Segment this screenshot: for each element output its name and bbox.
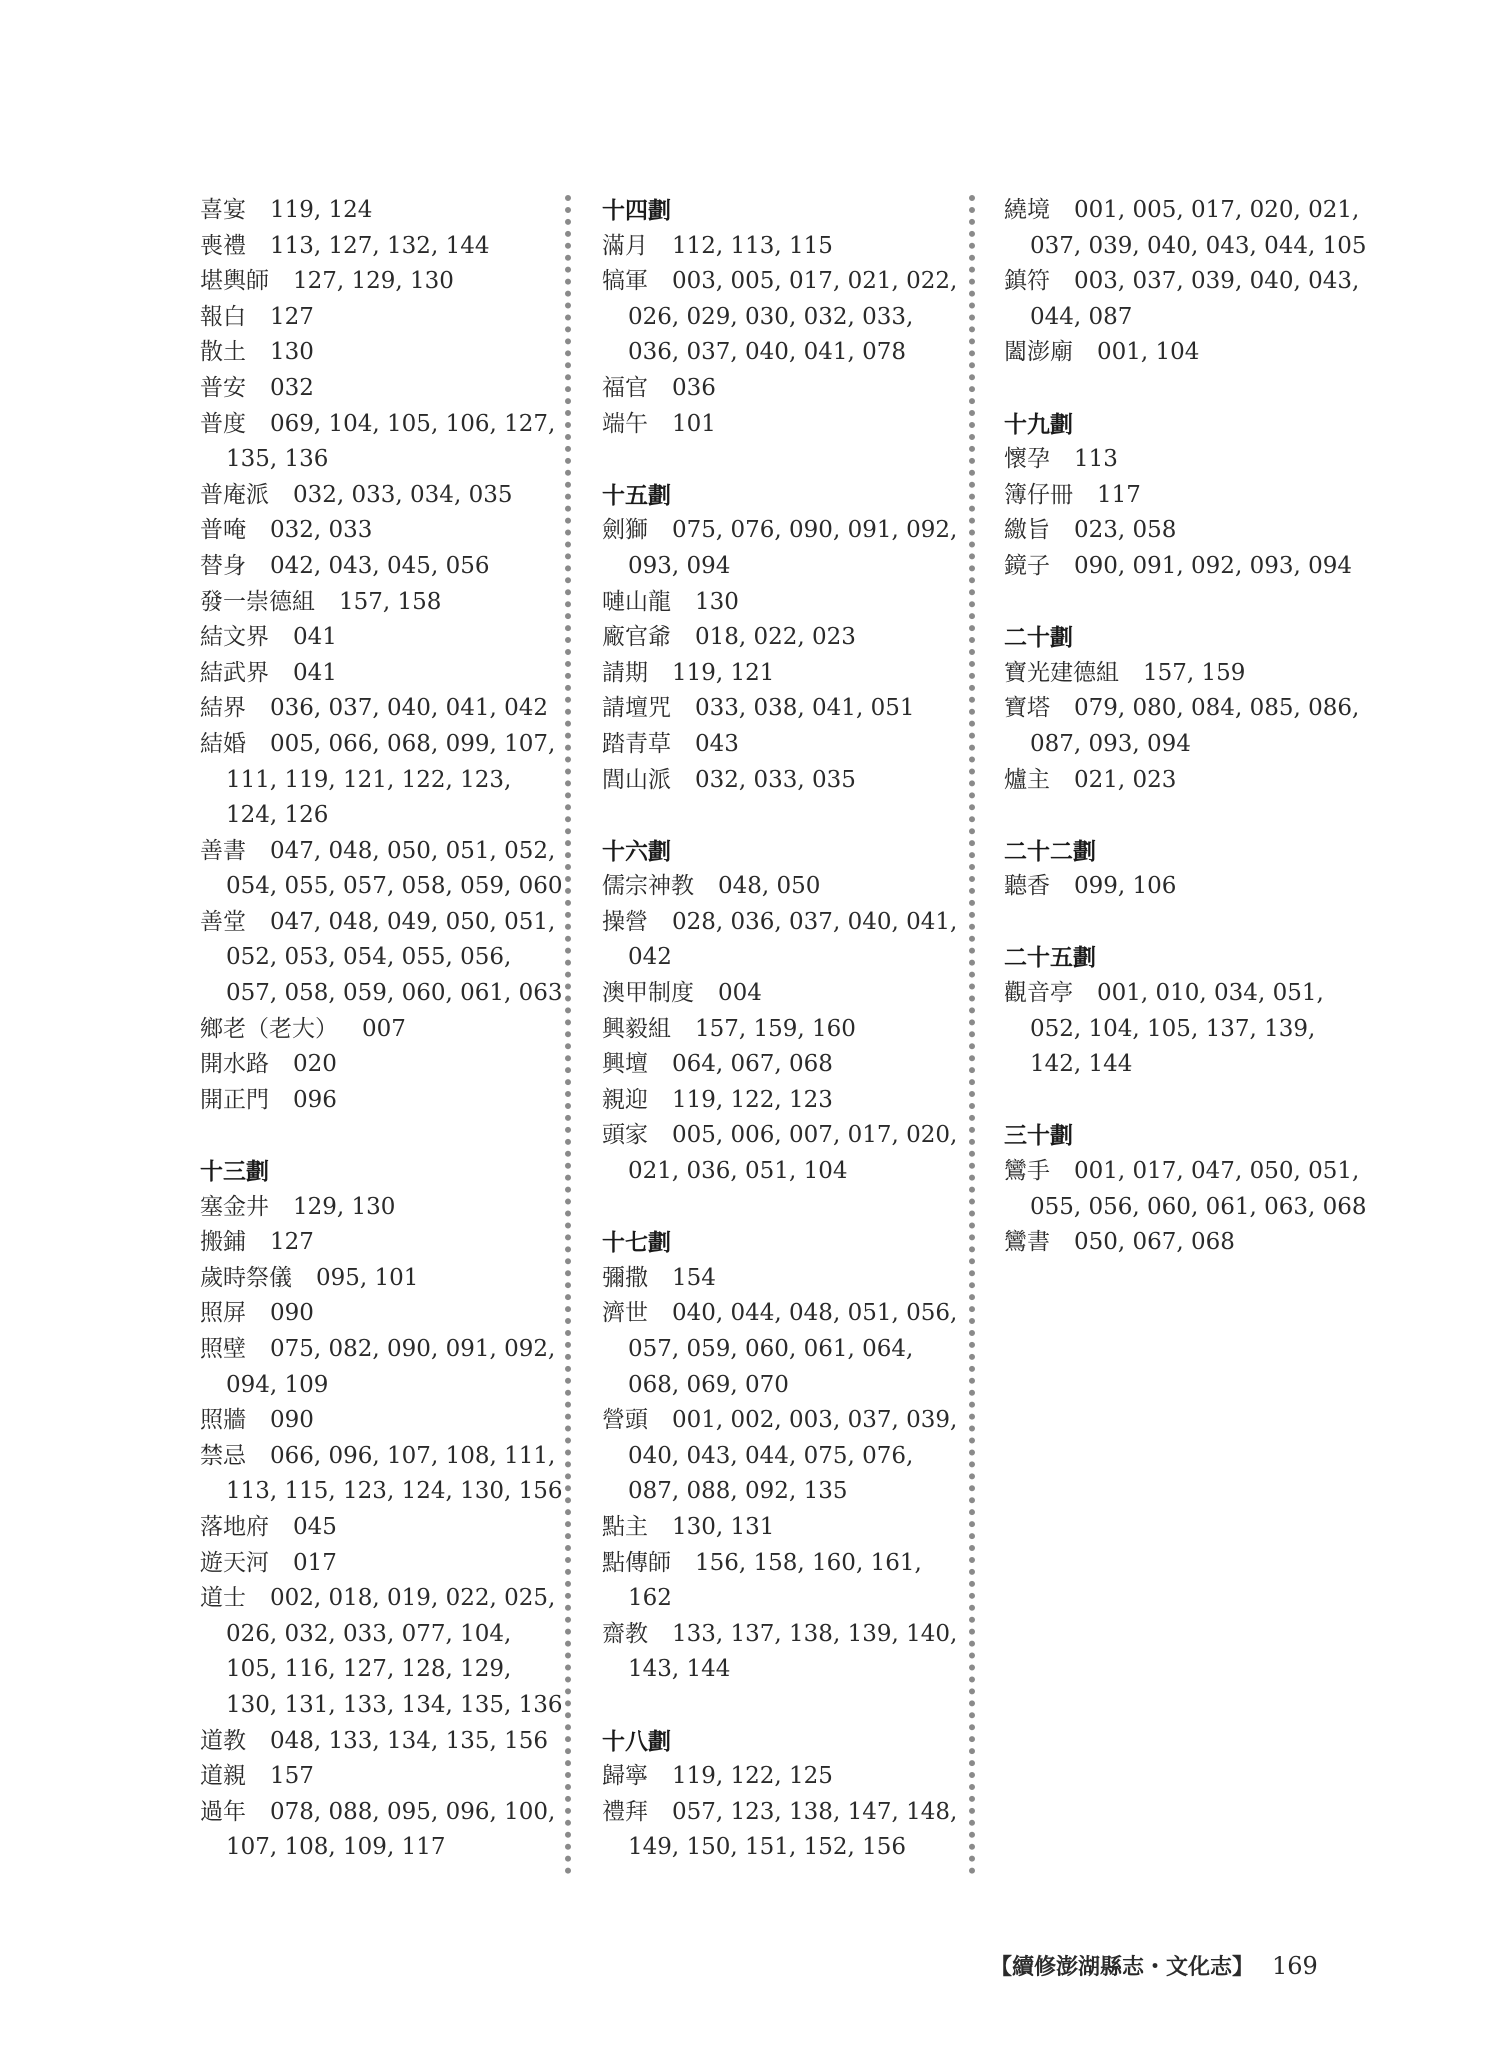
index-entry: [200, 1012, 560, 1048]
index-term: 興毅組: [602, 1015, 671, 1042]
page-references: 017: [293, 1549, 337, 1576]
page-references: 048, 050: [718, 873, 821, 900]
page-references: 057, 058, 059, 060, 061, 063: [226, 980, 563, 1007]
column-divider: [565, 195, 571, 1875]
index-entry: [1004, 442, 1364, 478]
index-term: 禁忌: [200, 1442, 246, 1469]
page-references: 003, 037, 039, 040, 043,: [1074, 268, 1360, 295]
stroke-section-heading: 十五劃: [602, 481, 671, 509]
index-term: 廠官爺: [602, 624, 671, 651]
page-references: 093, 094: [628, 552, 731, 579]
index-term: 爐主: [1004, 766, 1050, 793]
index-entry: [200, 691, 560, 727]
index-entry: [602, 620, 962, 656]
page-references: 048, 133, 134, 135, 156: [270, 1727, 548, 1754]
index-term: 聽香: [1004, 873, 1050, 900]
index-term: 普唵: [200, 517, 246, 544]
page-references: 127: [270, 303, 314, 330]
page-references: 026, 029, 030, 032, 033,: [628, 303, 914, 330]
index-term: 點傳師: [602, 1549, 671, 1576]
page-references: 001, 017, 047, 050, 051,: [1074, 1158, 1360, 1185]
page-references: 127: [270, 1229, 314, 1256]
index-term: 親迎: [602, 1086, 648, 1113]
page-references: 001, 010, 034, 051,: [1097, 980, 1324, 1007]
page-references: 107, 108, 109, 117: [226, 1834, 446, 1861]
index-column-1: [200, 193, 563, 1866]
page-references: 005, 006, 007, 017, 020,: [672, 1122, 958, 1149]
index-term: 過年: [200, 1798, 246, 1825]
page-references: 101: [672, 410, 716, 437]
index-entry: [200, 1261, 560, 1297]
index-entry: [602, 763, 962, 799]
page-references: 117: [1097, 481, 1141, 508]
page-references: 130, 131: [672, 1513, 775, 1540]
index-term: 繞境: [1004, 197, 1050, 223]
page-references: 129, 130: [293, 1193, 396, 1220]
page-references: 033, 038, 041, 051: [695, 695, 915, 722]
index-entry: [1004, 335, 1364, 371]
index-entry: [200, 1439, 563, 1510]
index-entry: [200, 300, 560, 336]
index-term: 齋教: [602, 1620, 648, 1647]
page-references: 043: [695, 730, 739, 757]
section-gap: [602, 1190, 962, 1226]
index-term: 塞金井: [200, 1193, 269, 1220]
index-entry: [602, 976, 962, 1012]
stroke-section-heading: 十三劃: [200, 1158, 269, 1186]
page-references: 094, 109: [226, 1371, 329, 1398]
index-term: 發一崇德組: [200, 588, 315, 615]
index-term: 閭山派: [602, 766, 671, 793]
page-references: 040, 043, 044, 075, 076,: [628, 1442, 914, 1469]
index-entry: [1004, 1154, 1367, 1225]
page-references: 036, 037, 040, 041, 042: [270, 695, 548, 722]
index-term: 照牆: [200, 1407, 246, 1434]
stroke-section-heading: 十九劃: [1004, 410, 1073, 438]
page-references: 020: [293, 1051, 337, 1078]
index-term: 道教: [200, 1727, 246, 1754]
page-references: 113, 127, 132, 144: [270, 232, 490, 259]
index-term: 興壇: [602, 1051, 648, 1078]
page-references: 068, 069, 070: [628, 1371, 789, 1398]
index-entry: [602, 727, 962, 763]
stroke-section-heading: 三十劃: [1004, 1122, 1073, 1150]
index-term: 散土: [200, 339, 246, 366]
stroke-section-heading: 二十劃: [1004, 624, 1073, 652]
page-references: 055, 056, 060, 061, 063, 068: [1030, 1193, 1367, 1220]
index-term: 福官: [602, 374, 648, 401]
section-gap: [1004, 371, 1364, 407]
page-references: 066, 096, 107, 108, 111,: [270, 1442, 556, 1469]
index-term: 善堂: [200, 908, 246, 935]
index-term: 開水路: [200, 1051, 269, 1078]
index-term: 歸寧: [602, 1763, 648, 1790]
index-entry: [1004, 1225, 1364, 1261]
section-gap: [602, 1688, 962, 1724]
index-entry: [1004, 549, 1364, 585]
page-references: 028, 036, 037, 040, 041,: [672, 908, 958, 935]
index-entry: [602, 1510, 962, 1546]
page-references: 069, 104, 105, 106, 127,: [270, 410, 556, 437]
page-references: 149, 150, 151, 152, 156: [628, 1834, 906, 1861]
index-term: 普度: [200, 410, 246, 437]
page-references: 157: [270, 1763, 314, 1790]
index-entry: [200, 620, 560, 656]
section-gap: [1004, 585, 1364, 621]
index-term: 結文界: [200, 624, 269, 651]
index-entry: [1004, 869, 1364, 905]
index-entry: [1004, 264, 1364, 335]
page-references: 064, 067, 068: [672, 1051, 833, 1078]
index-entry: [602, 1617, 962, 1688]
index-entry: [200, 1724, 560, 1760]
page-references: 045: [293, 1513, 337, 1540]
index-entry: [200, 1047, 560, 1083]
index-entry: [200, 407, 560, 478]
page-references: 036: [672, 374, 716, 401]
page-references: 041: [293, 624, 337, 651]
index-entry: [200, 549, 560, 585]
page-references: 054, 055, 057, 058, 059, 060: [226, 873, 563, 900]
index-entry: [602, 371, 962, 407]
index-entry: [1004, 763, 1364, 799]
page-references: 157, 158: [339, 588, 442, 615]
index-entry: [200, 905, 563, 1012]
index-entry: [602, 1759, 962, 1795]
index-term: 簿仔冊: [1004, 481, 1073, 508]
index-entry: [602, 264, 962, 371]
page-number: 169: [1272, 1952, 1318, 1980]
index-entry: [1004, 193, 1367, 264]
index-entry: [200, 264, 560, 300]
index-term: 點主: [602, 1513, 648, 1540]
page-references: 021, 023: [1074, 766, 1177, 793]
index-entry: [200, 1403, 560, 1439]
index-entry: [200, 513, 560, 549]
index-entry: [602, 905, 962, 976]
index-term: 濟世: [602, 1300, 648, 1327]
index-term: 請壇咒: [602, 695, 671, 722]
index-term: 營頭: [602, 1407, 648, 1434]
page-references: 119, 122, 123: [672, 1086, 833, 1113]
page-references: 052, 104, 105, 137, 139,: [1030, 1015, 1316, 1042]
page-references: 052, 053, 054, 055, 056,: [226, 944, 512, 971]
page-references: 023, 058: [1074, 517, 1177, 544]
section-gap: [1004, 905, 1364, 941]
page-references: 041: [293, 659, 337, 686]
index-term: 寶光建德組: [1004, 659, 1119, 686]
index-term: 操營: [602, 908, 648, 935]
index-column-3: [1004, 193, 1367, 1261]
page-references: 143, 144: [628, 1656, 731, 1683]
page-references: 007: [362, 1015, 406, 1042]
index-entry: [200, 1296, 560, 1332]
index-term: 鸞手: [1004, 1158, 1050, 1185]
page-references: 096: [293, 1086, 337, 1113]
index-entry: [200, 656, 560, 692]
page-references: 162: [628, 1585, 672, 1612]
page-references: 157, 159: [1143, 659, 1246, 686]
page-references: 002, 018, 019, 022, 025,: [270, 1585, 556, 1612]
index-entry: [602, 1047, 962, 1083]
index-term: 懷孕: [1004, 446, 1050, 473]
page-references: 040, 044, 048, 051, 056,: [672, 1300, 958, 1327]
index-entry: [1004, 478, 1364, 514]
index-term: 嗹山龍: [602, 588, 671, 615]
page-references: 001, 002, 003, 037, 039,: [672, 1407, 958, 1434]
index-entry: [200, 229, 560, 265]
index-term: 鏡子: [1004, 552, 1050, 579]
page-references: 042, 043, 045, 056: [270, 552, 490, 579]
page-references: 113, 115, 123, 124, 130, 156: [226, 1478, 563, 1505]
page-references: 036, 037, 040, 041, 078: [628, 339, 906, 366]
index-entry: [200, 1225, 560, 1261]
index-entry: [602, 407, 962, 443]
page-references: 105, 116, 127, 128, 129,: [226, 1656, 512, 1683]
index-entry: [602, 656, 962, 692]
index-entry: [602, 1296, 962, 1403]
index-entry: [200, 193, 560, 229]
index-entry: [602, 1546, 962, 1617]
index-term: 普安: [200, 374, 246, 401]
index-term: 禮拜: [602, 1798, 648, 1825]
index-term: 落地府: [200, 1513, 269, 1540]
index-term: 喜宴: [200, 197, 246, 223]
page-references: 130: [695, 588, 739, 615]
page-references: 004: [718, 980, 762, 1007]
index-term: 觀音亭: [1004, 980, 1073, 1007]
page-references: 032: [270, 374, 314, 401]
index-entry: [200, 1510, 560, 1546]
index-entry: [200, 371, 560, 407]
page-references: 075, 082, 090, 091, 092,: [270, 1336, 556, 1362]
index-entry: [200, 585, 560, 621]
page-references: 090: [270, 1407, 314, 1434]
page-references: 157, 159, 160: [695, 1015, 856, 1042]
page-references: 124, 126: [226, 802, 329, 829]
index-term: 結武界: [200, 659, 269, 686]
index-entry: [602, 513, 962, 584]
index-term: 鸞書: [1004, 1229, 1050, 1256]
index-term: 澳甲制度: [602, 980, 694, 1007]
page-references: 057, 059, 060, 061, 064,: [628, 1336, 914, 1362]
page-references: 087, 093, 094: [1030, 730, 1191, 757]
index-entry: [200, 1759, 560, 1795]
page-references: 032, 033, 035: [695, 766, 856, 793]
page-references: 001, 104: [1097, 339, 1200, 366]
index-entry: [200, 834, 563, 905]
page-references: 057, 123, 138, 147, 148,: [672, 1798, 958, 1825]
index-entry: [602, 1118, 962, 1189]
index-entry: [602, 1795, 962, 1866]
index-entry: [200, 1083, 560, 1119]
page-references: 001, 005, 017, 020, 021,: [1074, 197, 1360, 223]
index-term: 彌撒: [602, 1264, 648, 1291]
index-entry: [602, 869, 962, 905]
index-term: 開正門: [200, 1086, 269, 1113]
book-title: 【續修澎湖縣志・文化志】: [990, 1954, 1255, 1980]
index-term: 替身: [200, 552, 246, 579]
column-divider: [969, 195, 975, 1875]
index-term: 端午: [602, 410, 648, 437]
index-term: 照壁: [200, 1336, 246, 1362]
page-references: 130: [270, 339, 314, 366]
index-entry: [1004, 976, 1364, 1083]
page-references: 090, 091, 092, 093, 094: [1074, 552, 1352, 579]
stroke-section-heading: 十四劃: [602, 197, 671, 224]
index-term: 堪輿師: [200, 268, 269, 295]
index-entry: [200, 1795, 560, 1866]
index-entry: [200, 1546, 560, 1582]
page-references: 026, 032, 033, 077, 104,: [226, 1620, 512, 1647]
page-references: 079, 080, 084, 085, 086,: [1074, 695, 1360, 722]
index-entry: [602, 1083, 962, 1119]
page-references: 154: [672, 1264, 716, 1291]
page-references: 119, 124: [270, 197, 373, 223]
index-entry: [602, 1012, 962, 1048]
page-references: 003, 005, 017, 021, 022,: [672, 268, 958, 295]
page-references: 133, 137, 138, 139, 140,: [672, 1620, 958, 1647]
page-references: 047, 048, 049, 050, 051,: [270, 908, 556, 935]
stroke-section-heading: 十八劃: [602, 1727, 671, 1755]
stroke-section-heading: 十七劃: [602, 1229, 671, 1257]
index-column-2: [602, 193, 962, 1866]
index-entry: [1004, 691, 1364, 762]
page-references: 119, 122, 125: [672, 1763, 833, 1790]
index-term: 劍獅: [602, 517, 648, 544]
index-term: 鄉老（老大）: [200, 1015, 338, 1042]
index-entry: [200, 1332, 560, 1403]
index-term: 闔澎廟: [1004, 339, 1073, 366]
index-entry: [1004, 513, 1364, 549]
page-footer: [990, 1948, 1318, 1985]
index-term: 儒宗神教: [602, 873, 694, 900]
page-references: 090: [270, 1300, 314, 1327]
index-term: 結界: [200, 695, 246, 722]
index-term: 搬鋪: [200, 1229, 246, 1256]
page-references: 050, 067, 068: [1074, 1229, 1235, 1256]
index-term: 請期: [602, 659, 648, 686]
index-entry: [200, 335, 560, 371]
index-entry: [200, 1581, 563, 1723]
index-entry: [602, 1261, 962, 1297]
stroke-section-heading: 十六劃: [602, 837, 671, 865]
page-references: 130, 131, 133, 134, 135, 136: [226, 1691, 563, 1718]
page-references: 156, 158, 160, 161,: [695, 1549, 922, 1576]
page-references: 021, 036, 051, 104: [628, 1158, 848, 1185]
index-entry: [602, 1403, 962, 1510]
page-references: 119, 121: [672, 659, 775, 686]
index-term: 踏青草: [602, 730, 671, 757]
index-entry: [602, 229, 962, 265]
index-entry: [200, 1190, 560, 1226]
page-references: 099, 106: [1074, 873, 1177, 900]
stroke-section-heading: 二十二劃: [1004, 837, 1096, 865]
page-references: 135, 136: [226, 446, 329, 473]
page-references: 047, 048, 050, 051, 052,: [270, 837, 556, 864]
index-term: 結婚: [200, 730, 246, 757]
page-references: 042: [628, 944, 672, 971]
page-references: 032, 033, 034, 035: [293, 481, 513, 508]
section-gap: [602, 798, 962, 834]
index-entry: [200, 727, 560, 834]
section-gap: [1004, 1083, 1364, 1119]
section-gap: [200, 1118, 560, 1154]
page-references: 113: [1074, 446, 1118, 473]
page-references: 078, 088, 095, 096, 100,: [270, 1798, 556, 1825]
index-term: 遊天河: [200, 1549, 269, 1576]
page-references: 037, 039, 040, 043, 044, 105: [1030, 232, 1367, 259]
index-entry: [602, 585, 962, 621]
page-references: 111, 119, 121, 122, 123,: [226, 766, 512, 793]
page-references: 087, 088, 092, 135: [628, 1478, 848, 1505]
section-gap: [602, 442, 962, 478]
index-term: 道士: [200, 1585, 246, 1612]
index-term: 寶塔: [1004, 695, 1050, 722]
page-references: 127, 129, 130: [293, 268, 454, 295]
index-term: 善書: [200, 837, 246, 864]
index-term: 歲時祭儀: [200, 1264, 292, 1291]
page-references: 018, 022, 023: [695, 624, 856, 651]
section-gap: [1004, 798, 1364, 834]
stroke-section-heading: 二十五劃: [1004, 944, 1096, 972]
index-term: 犒軍: [602, 268, 648, 295]
page-references: 112, 113, 115: [672, 232, 833, 259]
page-references: 142, 144: [1030, 1051, 1133, 1078]
page-references: 005, 066, 068, 099, 107,: [270, 730, 556, 757]
index-term: 普庵派: [200, 481, 269, 508]
index-term: 喪禮: [200, 232, 246, 259]
index-term: 滿月: [602, 232, 648, 259]
index-entry: [200, 478, 560, 514]
index-term: 頭家: [602, 1122, 648, 1149]
index-term: 照屏: [200, 1300, 246, 1327]
page-references: 032, 033: [270, 517, 373, 544]
index-term: 繳旨: [1004, 517, 1050, 544]
page-references: 075, 076, 090, 091, 092,: [672, 517, 958, 544]
index-entry: [1004, 656, 1364, 692]
index-term: 鎮符: [1004, 268, 1050, 295]
page-references: 095, 101: [316, 1264, 419, 1291]
index-term: 道親: [200, 1763, 246, 1790]
index-entry: [602, 691, 962, 727]
index-term: 報白: [200, 303, 246, 330]
page-references: 044, 087: [1030, 303, 1133, 330]
